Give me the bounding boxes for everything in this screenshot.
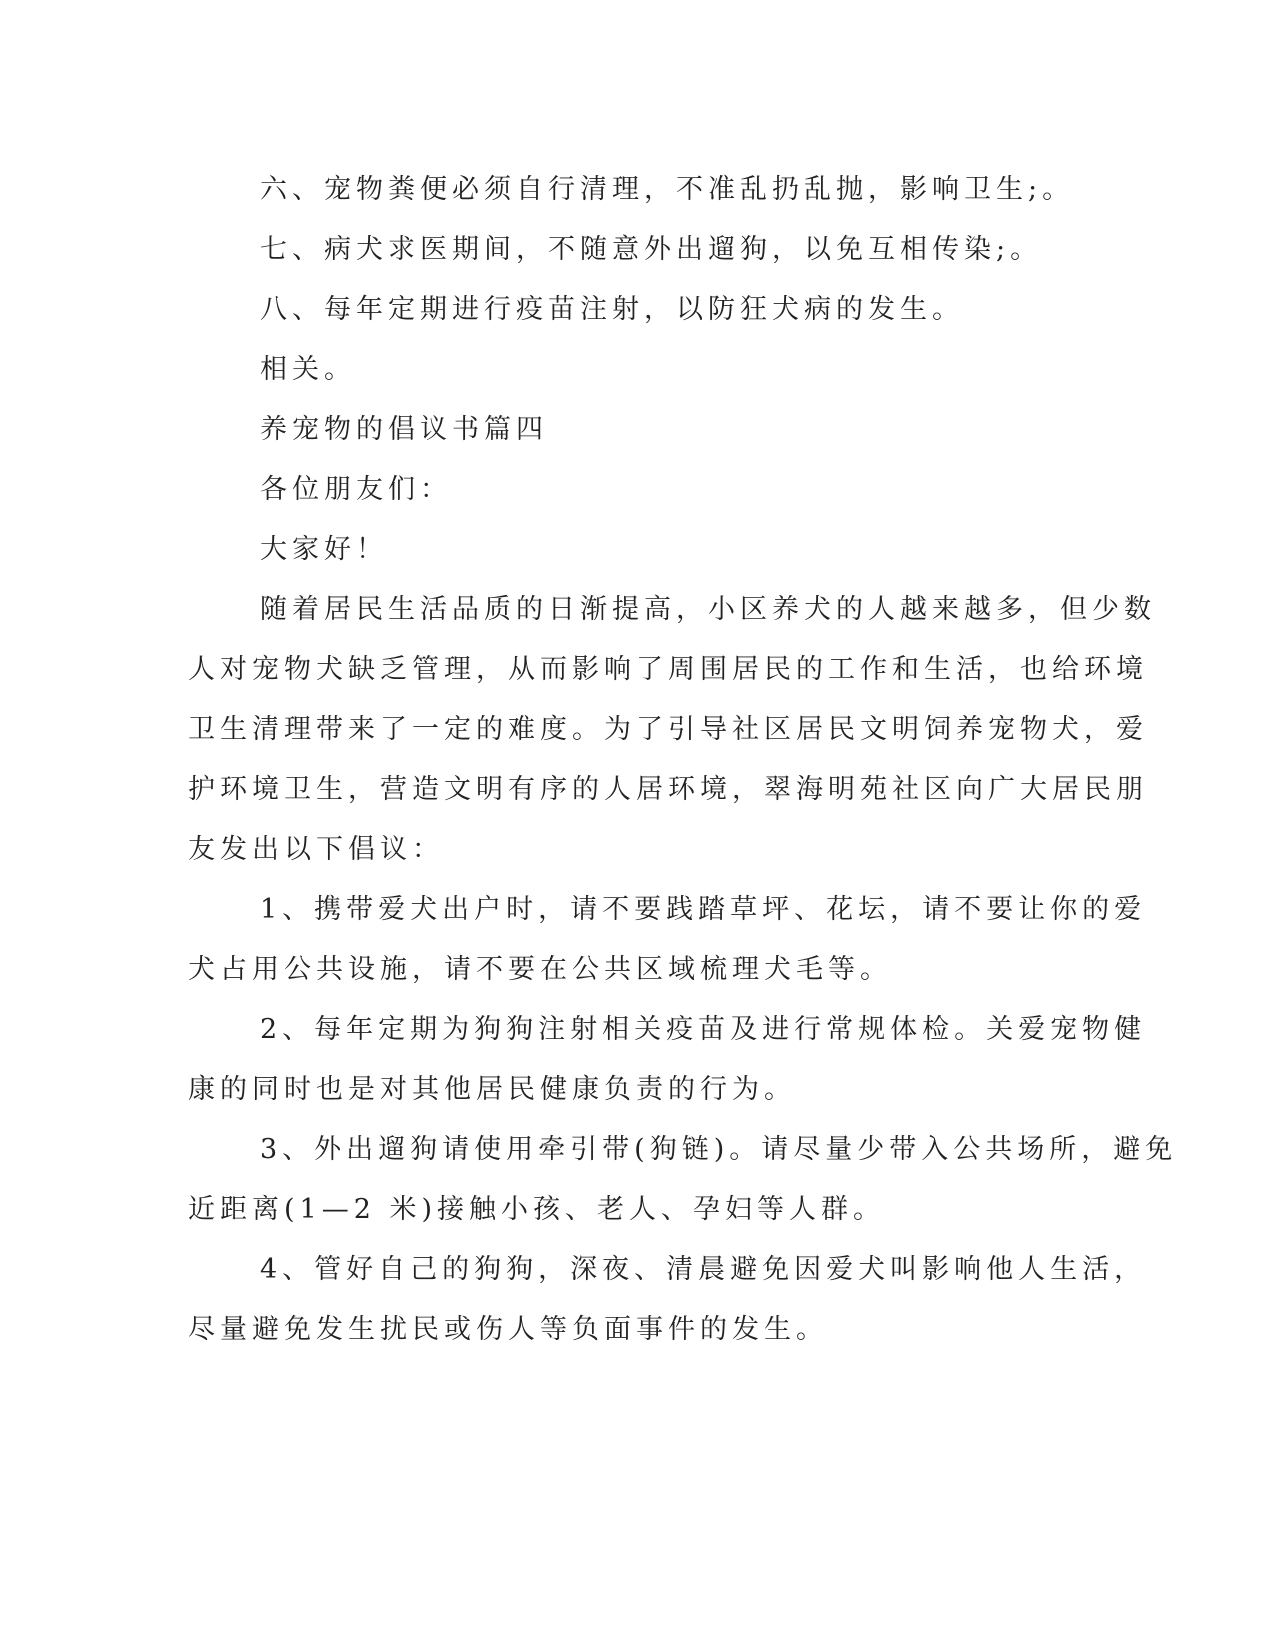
proposal-line: 犬占用公共设施，请不要在公共区域梳理犬毛等。 [188, 954, 892, 985]
proposal-line: 1、携带爱犬出户时，请不要践踏草坪、花坛，请不要让你的爱 [260, 894, 1147, 925]
proposal-line: 3、外出遛狗请使用牵引带(狗链)。请尽量少带入公共场所，避免 [260, 1134, 1178, 1165]
proposal-line: 4、管好自己的狗狗，深夜、清晨避免因爱犬叫影响他人生活， [260, 1254, 1147, 1285]
intro-line: 护环境卫生，营造文明有序的人居环境，翠海明苑社区向广大居民朋 [188, 774, 1148, 805]
intro-line: 友发出以下倡议： [188, 834, 444, 865]
section-title: 养宠物的倡议书篇四 [260, 414, 548, 445]
rule-eight: 八、每年定期进行疫苗注射，以防狂犬病的发生。 [260, 294, 964, 325]
intro-paragraph [188, 580, 1156, 880]
intro-line: 人对宠物犬缺乏管理，从而影响了周围居民的工作和生活，也给环境 [188, 654, 1148, 685]
proposal-line: 康的同时也是对其他居民健康负责的行为。 [188, 1074, 796, 1105]
proposal-item-4 [188, 1240, 1147, 1360]
proposal-line: 尽量避免发生扰民或伤人等负面事件的发生。 [188, 1314, 828, 1345]
rule-six: 六、宠物粪便必须自行清理，不准乱扔乱抛，影响卫生;。 [260, 174, 1075, 205]
related-note: 相关。 [260, 354, 356, 385]
proposal-line: 近距离(1—2 米)接触小孩、老人、孕妇等人群。 [188, 1194, 886, 1225]
proposal-line: 2、每年定期为狗狗注射相关疫苗及进行常规体检。关爱宠物健 [260, 1014, 1147, 1045]
intro-line: 随着居民生活品质的日渐提高，小区养犬的人越来越多，但少数 [260, 594, 1156, 625]
proposal-item-2 [188, 1000, 1147, 1120]
proposal-item-1 [188, 880, 1147, 1000]
rule-seven: 七、病犬求医期间，不随意外出遛狗，以免互相传染;。 [260, 234, 1043, 265]
proposal-item-3 [188, 1120, 1178, 1240]
salutation: 各位朋友们： [260, 474, 452, 505]
intro-line: 卫生清理带来了一定的难度。为了引导社区居民文明饲养宠物犬，爱 [188, 714, 1148, 745]
document-body [188, 160, 1178, 1360]
greeting: 大家好！ [260, 534, 388, 565]
